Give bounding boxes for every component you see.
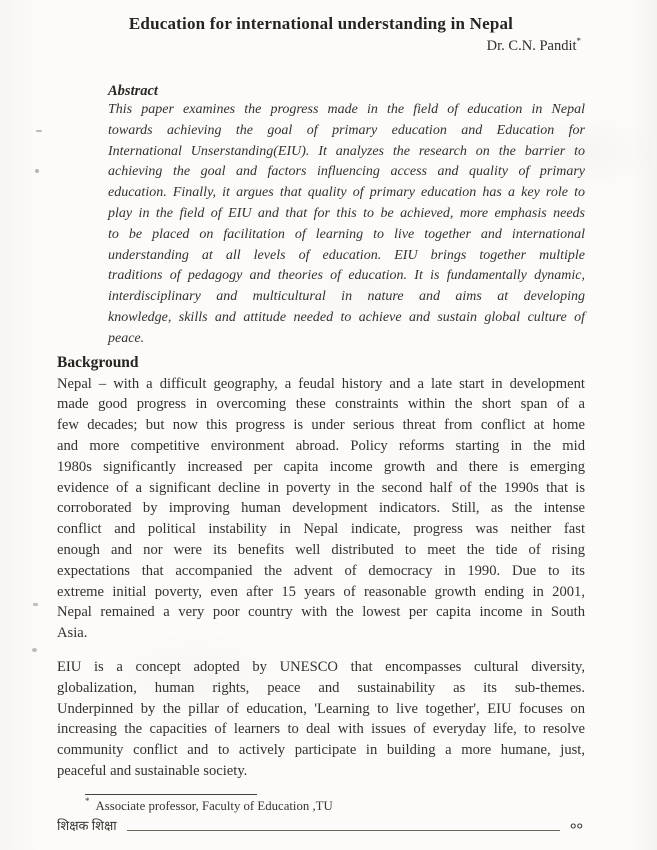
footnote bbox=[85, 796, 585, 814]
abstract-heading: Abstract bbox=[108, 83, 158, 99]
text-line: enough and nor were its benefits well distributed to meet the tide of rising bbox=[57, 541, 585, 558]
text-line: achieving the goal and factors influencing access and quality of primary bbox=[108, 164, 585, 180]
author-line bbox=[57, 38, 585, 55]
text-line: few decades; but now this progress is under serious threat from conflict at home bbox=[57, 417, 585, 434]
journal-name: शिक्षक शिक्षा bbox=[57, 817, 117, 833]
text-line: globalization, human rights, peace and sustainability as its sub-themes. bbox=[57, 679, 585, 696]
text-line: Nepal – with a difficult geography, a feudal history and a late start in development bbox=[57, 375, 585, 392]
background-section bbox=[57, 354, 585, 782]
page-footer bbox=[57, 816, 585, 834]
text-line: corroborated by improving human development indicators. Still, as the intense bbox=[57, 500, 585, 517]
scan-artifact bbox=[36, 130, 42, 132]
author-footnote-marker: * bbox=[576, 36, 581, 47]
text-line: traditions of pedagogy and theories of education. It is fundamentally dynamic, bbox=[108, 268, 585, 284]
text-line: 1980s significantly increased per capita income growth and there is emerging bbox=[57, 458, 585, 475]
background-paragraph-2 bbox=[57, 657, 585, 782]
text-line: Asia. bbox=[57, 625, 88, 642]
author-name: Dr. C.N. Pandit bbox=[486, 38, 577, 54]
text-line: increasing the capacities of learners to deal with issues of everyday life, to resolve bbox=[57, 721, 585, 738]
text-line: interdisciplinary and multicultural in nature and aims at developing bbox=[108, 289, 585, 305]
text-line: Nepal remained a very poor country with the lowest per capita income in South bbox=[57, 604, 585, 621]
text-line: EIU is a concept adopted by UNESCO that encompasses cultural diversity, bbox=[57, 658, 585, 675]
text-line: to be placed on facilitation of learning to live together and international bbox=[108, 226, 585, 242]
text-line: play in the field of EIU and that for this to be achieved, more emphasis needs bbox=[108, 205, 585, 221]
scan-artifact bbox=[35, 169, 39, 173]
text-line: towards achieving the goal of primary education and Education for bbox=[108, 122, 585, 138]
scan-artifact bbox=[33, 603, 38, 606]
scan-artifact bbox=[32, 648, 37, 652]
abstract-body bbox=[108, 100, 585, 350]
text-line: knowledge, skills and attitude needed to achieve and sustain global culture of bbox=[108, 309, 585, 325]
text-line: extreme initial poverty, even after 15 years of reasonable growth ending in 2001, bbox=[57, 583, 585, 600]
footnote-text: Associate professor, Faculty of Education ,TU bbox=[95, 798, 333, 813]
text-line: peaceful and sustainable society. bbox=[57, 762, 248, 779]
footnote-marker: * bbox=[85, 796, 90, 807]
abstract-section bbox=[108, 83, 585, 350]
text-line: expectations that accompanied the advent of democracy in 1990. Due to its bbox=[57, 562, 585, 579]
text-line: evidence of a significant decline in poverty in the second half of the 1990s that is bbox=[57, 479, 585, 496]
text-line: community conflict and to actively participate in building a more humane, just, bbox=[57, 742, 585, 759]
footnote-separator bbox=[85, 794, 257, 795]
background-heading: Background bbox=[57, 353, 139, 371]
text-line: made good progress in overcoming these constraints within the short span of a bbox=[57, 396, 585, 413]
text-line: This paper examines the progress made in the field of education in Nepal bbox=[108, 102, 585, 117]
text-line: understanding at all levels of education. EIU brings together multiple bbox=[108, 247, 585, 263]
text-line: Underpinned by the pillar of education, 'Learning to live together', EIU focuses on bbox=[57, 700, 585, 717]
text-line: peace. bbox=[108, 330, 145, 346]
footer-rule bbox=[127, 830, 560, 831]
text-line: conflict and political instability in Nepal indicate, progress was neither fast bbox=[57, 521, 585, 538]
background-paragraph-1 bbox=[57, 374, 585, 644]
text-line: and more competitive environment abroad. Policy reforms starting in the mid bbox=[57, 437, 585, 454]
page-title: Education for international understanding in Nepal bbox=[128, 14, 514, 33]
text-line: education. Finally, it argues that quality of primary education has a key role to bbox=[108, 185, 585, 201]
text-line: International Unserstanding(EIU). It analyzes the research on the barrier to bbox=[108, 143, 585, 159]
page-number: ०० bbox=[569, 818, 583, 833]
